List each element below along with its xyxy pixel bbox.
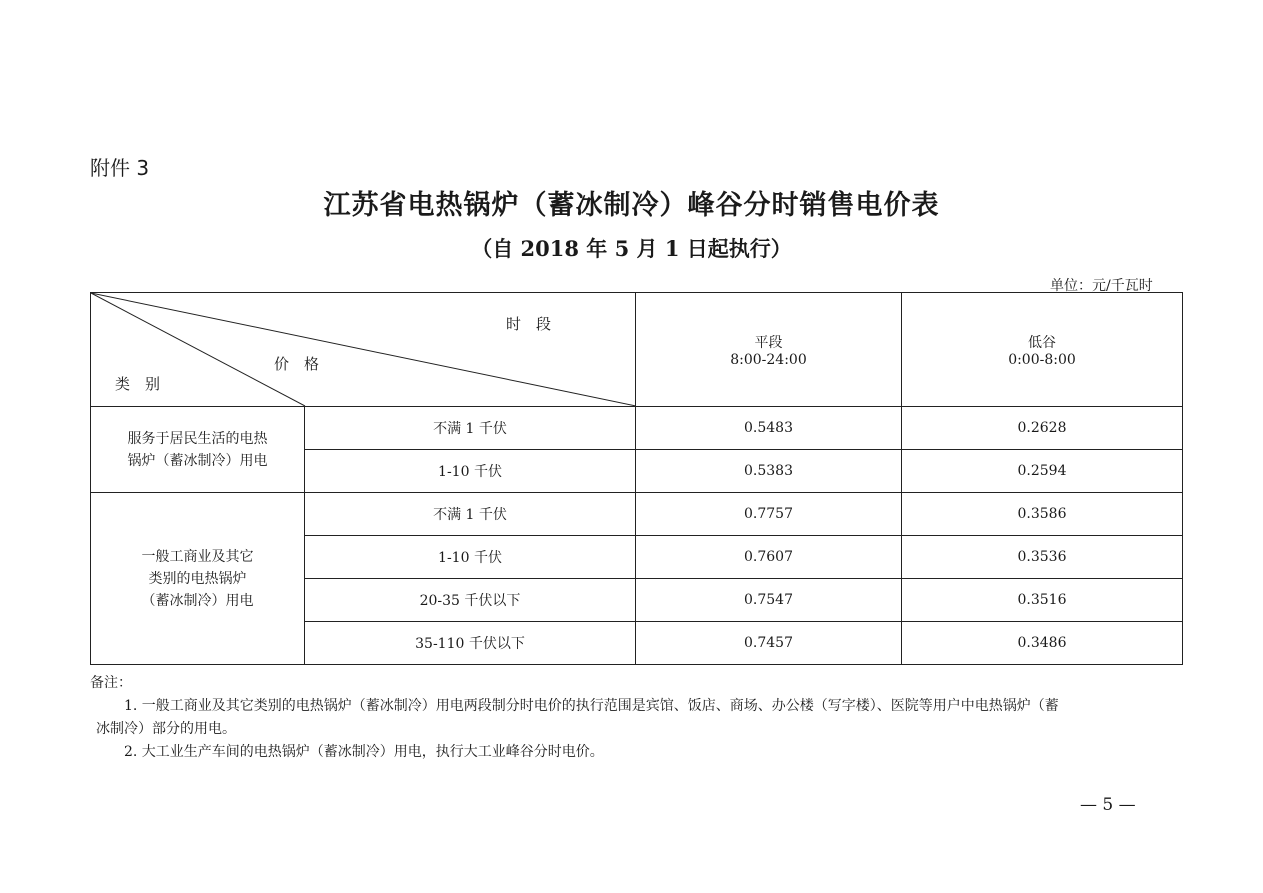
note-item: 2. 大工业生产车间的电热锅炉（蓄冰制冷）用电，执行大工业峰谷分时电价。 [124,744,604,760]
diag-time-label: 时 段 [506,315,552,333]
category-cell [91,407,305,493]
category-cell [91,493,305,665]
voltage-cell: 1-10 千伏 [305,450,636,493]
col-flat-time: 8:00-24:00 [730,351,807,368]
col-flat-name: 平段 [754,334,783,351]
valley-price-cell: 0.3586 [902,493,1183,536]
category-line: 类别的电热锅炉 [148,570,247,587]
diag-price-label: 价 格 [274,355,320,373]
category-line: 服务于居民生活的电热 [127,430,268,447]
col-header-valley [902,293,1183,407]
table-header-row [91,293,1183,407]
category-line: 锅炉（蓄冰制冷）用电 [127,452,268,469]
flat-price-cell: 0.5383 [636,450,902,493]
col-valley-name: 低谷 [1028,334,1056,351]
diagonal-lines [91,293,636,406]
flat-price-cell: 0.7457 [636,622,902,665]
col-valley-time: 0:00-8:00 [1008,351,1076,368]
voltage-cell: 35-110 千伏以下 [305,622,636,665]
valley-price-cell: 0.3516 [902,579,1183,622]
category-line: （蓄冰制冷）用电 [141,592,254,609]
diag-category-label: 类 别 [115,375,161,393]
price-table [90,292,1183,665]
document-title: 江苏省电热锅炉（蓄冰制冷）峰谷分时销售电价表 [323,190,940,221]
valley-price-cell: 0.2594 [902,450,1183,493]
voltage-cell: 不满 1 千伏 [305,407,636,450]
flat-price-cell: 0.5483 [636,407,902,450]
note-item: 1. 一般工商业及其它类别的电热锅炉（蓄冰制冷）用电两段制分时电价的执行范围是宾馆、饭店、商场、办公楼（写字楼）、医院等用户中电热锅炉（蓄 [124,698,1059,714]
flat-price-cell: 0.7757 [636,493,902,536]
notes-section [90,672,1180,764]
table-row [91,493,1183,536]
page-number: — 5 — [1080,795,1136,815]
voltage-cell: 20-35 千伏以下 [305,579,636,622]
valley-price-cell: 0.2628 [902,407,1183,450]
document-subtitle: （自 2018 年 5 月 1 日起执行） [471,236,792,261]
flat-price-cell: 0.7607 [636,536,902,579]
flat-price-cell: 0.7547 [636,579,902,622]
note-item-continuation: 冰制冷）部分的用电。 [96,721,236,737]
valley-price-cell: 0.3486 [902,622,1183,665]
col-header-flat [636,293,902,407]
category-line: 一般工商业及其它 [141,548,254,565]
attachment-label: 附件 3 [90,156,150,180]
valley-price-cell: 0.3536 [902,536,1183,579]
diagonal-header-cell [91,293,636,407]
unit-label: 单位：元/千瓦时 [1050,278,1153,294]
voltage-cell: 不满 1 千伏 [305,493,636,536]
table-row [91,407,1183,450]
voltage-cell: 1-10 千伏 [305,536,636,579]
notes-label: 备注： [90,675,132,691]
